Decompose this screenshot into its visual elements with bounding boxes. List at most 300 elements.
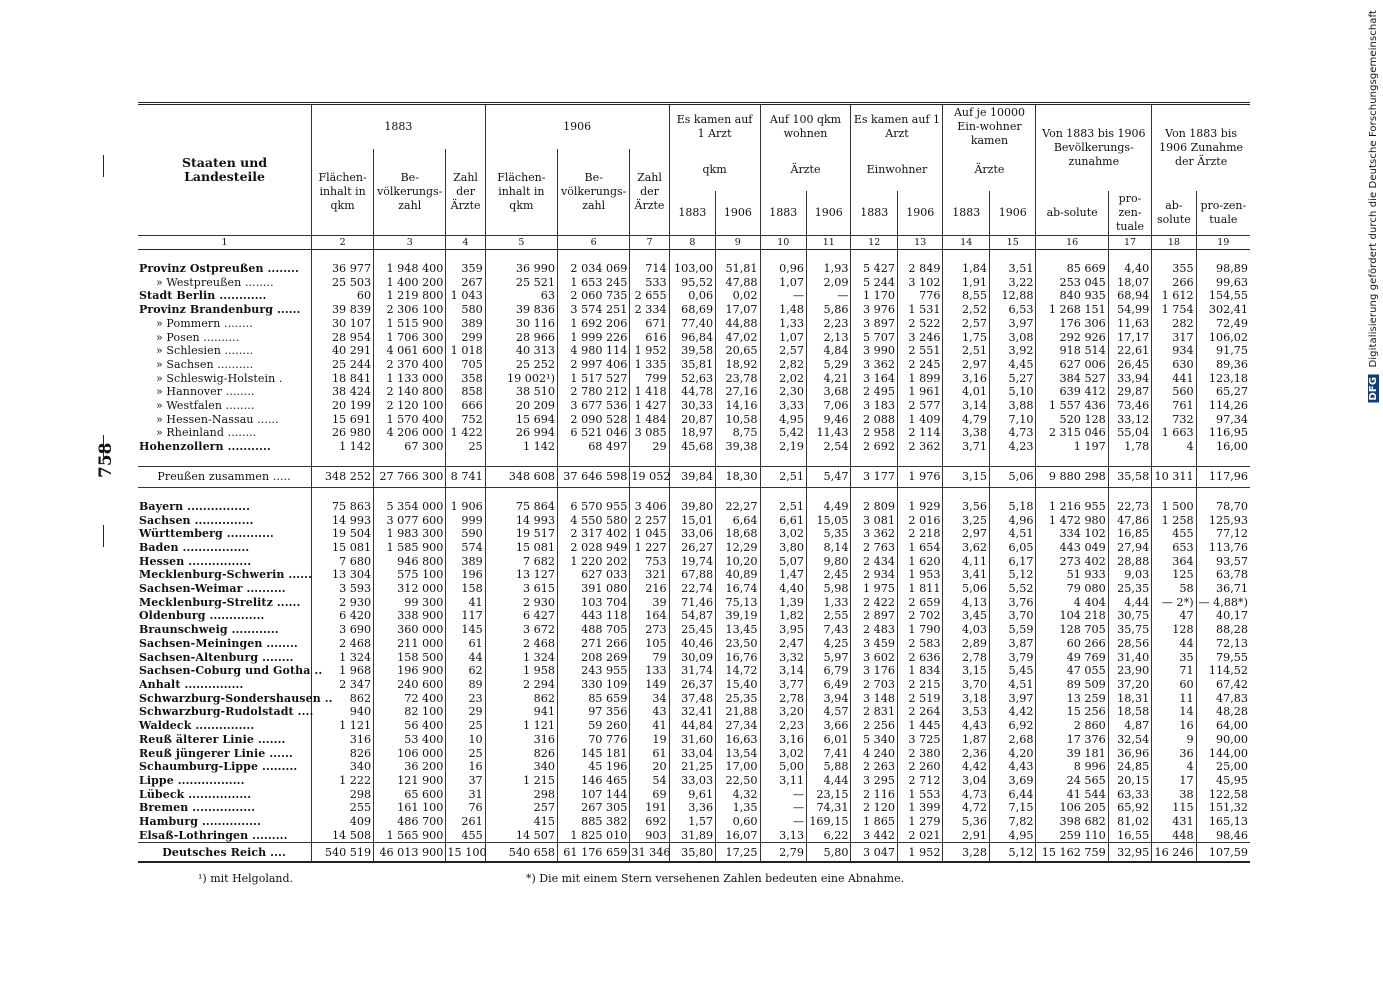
cell-value: 1 324	[485, 651, 557, 665]
cell-value: 20,15	[1108, 774, 1151, 788]
cell-value: 47,02	[716, 331, 760, 345]
cell-value: 273 402	[1036, 555, 1108, 569]
cell-value: 431	[1152, 815, 1196, 829]
table-row	[138, 358, 1250, 372]
cell-value: 1,82	[760, 609, 807, 623]
cell-value: 3 602	[851, 651, 898, 665]
col-aerzte-1883: Zahl der Ärzte	[446, 149, 485, 236]
cell-value: 8,75	[716, 426, 760, 440]
column-number: 2	[312, 236, 374, 250]
cell-value: 7 682	[485, 555, 557, 569]
cell-value: 15 100	[446, 843, 485, 863]
cell-value: 2 692	[851, 440, 898, 454]
cell-value: 165,13	[1196, 815, 1250, 829]
year-1883: 1883	[851, 191, 898, 236]
cell-value: 151,32	[1196, 801, 1250, 815]
column-number: 1	[138, 236, 312, 250]
cell-value: 22,73	[1108, 500, 1151, 514]
cell-value: 1 999 226	[558, 331, 630, 345]
cell-value: 2 306 100	[374, 303, 446, 317]
cell-value: 1 279	[897, 815, 942, 829]
cell-value: 38 424	[312, 385, 374, 399]
cell-value: 1 899	[897, 372, 942, 386]
cell-value: 191	[630, 801, 669, 815]
cell-value: 20,65	[716, 344, 760, 358]
cell-value: 941	[485, 705, 557, 719]
cell-value: 3 183	[851, 399, 898, 413]
cell-value: 19 002¹)	[485, 372, 557, 386]
cell-value: 4,73	[989, 426, 1036, 440]
cell-value: 2 551	[897, 344, 942, 358]
cell-value: 3,36	[669, 801, 716, 815]
cell-value: 826	[485, 747, 557, 761]
cell-value: 2 659	[897, 596, 942, 610]
cell-value: 106,02	[1196, 331, 1250, 345]
cell-value: 2,19	[760, 440, 807, 454]
cell-value: 208 269	[558, 651, 630, 665]
sub-aerzte-b: Ärzte	[943, 149, 1036, 191]
cell-value: 1 418	[630, 385, 669, 399]
cell-value: 282	[1152, 317, 1196, 331]
cell-value: 14,16	[716, 399, 760, 413]
row-label: Lippe .................	[139, 773, 245, 787]
cell-value: 2,09	[807, 276, 851, 290]
cell-value: 5,45	[989, 664, 1036, 678]
cell-value: 2 347	[312, 678, 374, 692]
cell-value: 3,38	[943, 426, 990, 440]
cell-value: 1 445	[897, 719, 942, 733]
cell-value: 858	[446, 385, 485, 399]
cell-value: 31,74	[669, 664, 716, 678]
cell-value: 79 080	[1036, 582, 1108, 596]
cell-value: 3,69	[989, 774, 1036, 788]
cell-value: 3,18	[943, 692, 990, 706]
cell-value: 2 655	[630, 289, 669, 303]
cell-value: 3,41	[943, 568, 990, 582]
cell-value: 398 682	[1036, 815, 1108, 829]
cell-value: 389	[446, 317, 485, 331]
cell-value: 3 406	[630, 500, 669, 514]
cell-value: 7,82	[989, 815, 1036, 829]
row-label: Hohenzollern ...........	[139, 440, 271, 454]
cell-value: 1,93	[807, 262, 851, 276]
cell-value: 692	[630, 815, 669, 829]
cell-value: 6,92	[989, 719, 1036, 733]
cell-value: 3,71	[943, 440, 990, 454]
cell-value: 1 219 800	[374, 289, 446, 303]
cell-value: 25,45	[669, 623, 716, 637]
cell-value: 35,75	[1108, 623, 1151, 637]
cell-value: 415	[485, 815, 557, 829]
cell-value: 16 246	[1152, 843, 1196, 863]
cell-value: 17 376	[1036, 733, 1108, 747]
cell-value: 13 259	[1036, 692, 1108, 706]
cell-value: 334 102	[1036, 527, 1108, 541]
cell-value: 1 472 980	[1036, 514, 1108, 528]
cell-value: 3,76	[989, 596, 1036, 610]
row-label: Anhalt ...............	[139, 677, 244, 691]
column-number: 17	[1108, 236, 1151, 250]
cell-value: 149	[630, 678, 669, 692]
cell-value: 299	[446, 331, 485, 345]
cell-value: 2 114	[897, 426, 942, 440]
cell-value: 97 356	[558, 705, 630, 719]
row-label: Oldenburg ..............	[139, 609, 265, 623]
cell-value: 18,97	[669, 426, 716, 440]
cell-value: 40,89	[716, 568, 760, 582]
cell-value: 1,78	[1108, 440, 1151, 454]
cell-value: 25	[446, 440, 485, 454]
cell-value: 16,74	[716, 582, 760, 596]
cell-value: 3 593	[312, 582, 374, 596]
cell-value: 68,94	[1108, 289, 1151, 303]
cell-value: 26,27	[669, 541, 716, 555]
cell-value: — 2*)	[1152, 596, 1196, 610]
cell-value: 1 663	[1152, 426, 1196, 440]
cell-value: 16,76	[716, 651, 760, 665]
cell-value: 37 646 598	[558, 466, 630, 487]
cell-value: 14,72	[716, 664, 760, 678]
cell-value: 355	[1152, 262, 1196, 276]
row-label: Sachsen-Altenburg ........	[139, 650, 294, 664]
group-1906: 1906	[485, 104, 669, 150]
cell-value: 67,42	[1196, 678, 1250, 692]
cell-value: 22,50	[716, 774, 760, 788]
cell-value: 145	[446, 623, 485, 637]
cell-value: 7,10	[989, 413, 1036, 427]
cell-value: 36	[1152, 747, 1196, 761]
table-row	[138, 637, 1250, 651]
cell-value: 2 215	[897, 678, 942, 692]
cell-value: 903	[630, 829, 669, 843]
cell-value: 3,68	[807, 385, 851, 399]
cell-value: 5,12	[989, 843, 1036, 863]
cell-value: 2 712	[897, 774, 942, 788]
cell-value: 255	[312, 801, 374, 815]
cell-value: 630	[1152, 358, 1196, 372]
cell-value: 3 362	[851, 527, 898, 541]
row-label: Sachsen-Coburg und Gotha ..	[139, 664, 323, 678]
cell-value: 2 317 402	[558, 527, 630, 541]
cell-value: 71,46	[669, 596, 716, 610]
cell-value: 9	[1152, 733, 1196, 747]
cell-value: 29	[446, 705, 485, 719]
table-row	[138, 692, 1250, 706]
cell-value: 5,27	[989, 372, 1036, 386]
cell-value: 2 260	[897, 760, 942, 774]
cell-value: 36,71	[1196, 582, 1250, 596]
cell-value: 62	[446, 664, 485, 678]
column-numbers	[138, 236, 1250, 250]
cell-value: 540 519	[312, 843, 374, 863]
cell-value: 169,15	[807, 815, 851, 829]
cell-value: 1 620	[897, 555, 942, 569]
cell-value: 3 176	[851, 664, 898, 678]
cell-value: 2,97	[943, 527, 990, 541]
row-label: Schwarzburg-Sondershausen ..	[139, 691, 333, 705]
table-row	[138, 651, 1250, 665]
cell-value: 3,88	[989, 399, 1036, 413]
cell-value: 44	[1152, 637, 1196, 651]
cell-value: 4,44	[807, 774, 851, 788]
cell-value: 106 000	[374, 747, 446, 761]
cell-value: 273	[630, 623, 669, 637]
row-label: Hamburg ...............	[139, 815, 261, 829]
cell-value: 1 929	[897, 500, 942, 514]
cell-value: 8,55	[943, 289, 990, 303]
cell-value: 590	[446, 527, 485, 541]
cell-value: 5,97	[807, 651, 851, 665]
table-row	[138, 289, 1250, 303]
cell-value: 121 900	[374, 774, 446, 788]
cell-value: 3,87	[989, 637, 1036, 651]
cell-value: 4,13	[943, 596, 990, 610]
row-label: Württemberg ............	[139, 527, 274, 541]
table-body	[138, 250, 1250, 863]
cell-value: 5 354 000	[374, 500, 446, 514]
group-aerzte-zunahme: Von 1883 bis 1906 Zunahme der Ärzte	[1152, 104, 1250, 191]
cell-value: 77,12	[1196, 527, 1250, 541]
cell-value: 4,42	[943, 760, 990, 774]
cell-value: 75,13	[716, 596, 760, 610]
cell-value: 1 215	[485, 774, 557, 788]
cell-value: 3 246	[897, 331, 942, 345]
cell-value: 1 515 900	[374, 317, 446, 331]
cell-value: 10	[446, 733, 485, 747]
cell-value: 732	[1152, 413, 1196, 427]
cell-value: 6,05	[989, 541, 1036, 555]
cell-value: 60 266	[1036, 637, 1108, 651]
cell-value: 391 080	[558, 582, 630, 596]
cell-value: 55,04	[1108, 426, 1151, 440]
cell-value: 211 000	[374, 637, 446, 651]
cell-value: 23,90	[1108, 664, 1151, 678]
cell-value: 3 442	[851, 829, 898, 843]
cell-value: 6,49	[807, 678, 851, 692]
row-label: Elsaß-Lothringen .........	[139, 828, 288, 842]
table-header	[138, 104, 1250, 250]
sub-aerzte-a: Ärzte	[760, 149, 851, 191]
cell-value: 999	[446, 514, 485, 528]
cell-value: 104 218	[1036, 609, 1108, 623]
cell-value: 113,76	[1196, 541, 1250, 555]
cell-value: 4,20	[989, 747, 1036, 761]
table-row	[138, 385, 1250, 399]
cell-value: 85 669	[1036, 262, 1108, 276]
cell-value: 5,12	[989, 568, 1036, 582]
cell-value: 77,40	[669, 317, 716, 331]
column-number: 13	[897, 236, 942, 250]
cell-value: 196	[446, 568, 485, 582]
column-number: 6	[558, 236, 630, 250]
cell-value: 3,20	[760, 705, 807, 719]
table-row	[138, 372, 1250, 386]
table-row	[138, 500, 1250, 514]
cell-value: 59 260	[558, 719, 630, 733]
cell-value: 15,05	[807, 514, 851, 528]
table-row	[138, 788, 1250, 802]
cell-value: 26,45	[1108, 358, 1151, 372]
cell-value: 3,70	[989, 609, 1036, 623]
cell-value: 3,32	[760, 651, 807, 665]
cell-value: 54,87	[669, 609, 716, 623]
cell-value: 30,75	[1108, 609, 1151, 623]
cell-value: 2 294	[485, 678, 557, 692]
cell-value: 103,00	[669, 262, 716, 276]
cell-value: 1 557 436	[1036, 399, 1108, 413]
cell-value: 4,95	[760, 413, 807, 427]
cell-value: 4,51	[989, 527, 1036, 541]
cell-value: 79	[630, 651, 669, 665]
cell-value: 37,20	[1108, 678, 1151, 692]
cell-value: 16	[1152, 719, 1196, 733]
cell-value: 13 127	[485, 568, 557, 582]
cell-value: 3 295	[851, 774, 898, 788]
cell-value: 2 997 406	[558, 358, 630, 372]
cell-value: 753	[630, 555, 669, 569]
cell-value: 67,88	[669, 568, 716, 582]
col-absolut: ab-solute	[1036, 191, 1108, 236]
cell-value: 4 061 600	[374, 344, 446, 358]
cell-value: 15 256	[1036, 705, 1108, 719]
cell-value: 21,88	[716, 705, 760, 719]
cell-value: 25	[446, 747, 485, 761]
cell-value: 9,61	[669, 788, 716, 802]
cell-value: 240 600	[374, 678, 446, 692]
cell-value: 1 121	[485, 719, 557, 733]
cell-value: 840 935	[1036, 289, 1108, 303]
stub-header: Staaten und Landesteile	[138, 104, 312, 236]
cell-value: 2 780 212	[558, 385, 630, 399]
cell-value: 340	[485, 760, 557, 774]
cell-value: 16,07	[716, 829, 760, 843]
table-row	[138, 623, 1250, 637]
cell-value: 28 954	[312, 331, 374, 345]
cell-value: 19,74	[669, 555, 716, 569]
sub-einwohner: Einwohner	[851, 149, 943, 191]
cell-value: —	[807, 289, 851, 303]
cell-value: 5,98	[807, 582, 851, 596]
cell-value: 25,35	[716, 692, 760, 706]
cell-value: 32,54	[1108, 733, 1151, 747]
cell-value: 1 222	[312, 774, 374, 788]
cell-value: 358	[446, 372, 485, 386]
cell-value: 384 527	[1036, 372, 1108, 386]
cell-value: 2,13	[807, 331, 851, 345]
cell-value: 1 484	[630, 413, 669, 427]
row-label: Sachsen ...............	[139, 513, 254, 527]
cell-value: 125,93	[1196, 514, 1250, 528]
cell-value: 16,55	[1108, 829, 1151, 843]
cell-value: 37	[446, 774, 485, 788]
cell-value: 2,30	[760, 385, 807, 399]
cell-value: 4,42	[989, 705, 1036, 719]
cell-value: 2,79	[760, 843, 807, 863]
cell-value: 28,56	[1108, 637, 1151, 651]
cell-value: 10,20	[716, 555, 760, 569]
cell-value: 266	[1152, 276, 1196, 290]
page-number: 758	[96, 442, 116, 478]
cell-value: 60	[312, 289, 374, 303]
cell-value: 2 362	[897, 440, 942, 454]
cell-value: 3 077 600	[374, 514, 446, 528]
cell-value: 1 531	[897, 303, 942, 317]
group-arzt-einw: Es kamen auf 1 Arzt	[851, 104, 943, 150]
cell-value: 8,14	[807, 541, 851, 555]
cell-value: —	[760, 815, 807, 829]
cell-value: 4 206 000	[374, 426, 446, 440]
cell-value: 81,02	[1108, 815, 1151, 829]
row-label: Preußen zusammen .....	[138, 466, 312, 487]
cell-value: 23,50	[716, 637, 760, 651]
cell-value: 1 952	[897, 843, 942, 863]
cell-value: 9,80	[807, 555, 851, 569]
cell-value: 196 900	[374, 664, 446, 678]
cell-value: 95,52	[669, 276, 716, 290]
cell-value: 15 691	[312, 413, 374, 427]
cell-value: 68,69	[669, 303, 716, 317]
cell-value: 4,87	[1108, 719, 1151, 733]
table-row	[138, 527, 1250, 541]
cell-value: 3,28	[943, 843, 990, 863]
row-label: Waldeck ...............	[139, 719, 255, 733]
cell-value: 22,27	[716, 500, 760, 514]
cell-value: 65,92	[1108, 801, 1151, 815]
table-row	[138, 774, 1250, 788]
cell-value: 18,58	[1108, 705, 1151, 719]
cell-value: —	[760, 289, 807, 303]
cell-value: 14 508	[312, 829, 374, 843]
cell-value: 36 990	[485, 262, 557, 276]
cell-value: 17,17	[1108, 331, 1151, 345]
cell-value: 2 930	[312, 596, 374, 610]
cell-value: 1 825 010	[558, 829, 630, 843]
cell-value: 360 000	[374, 623, 446, 637]
column-number: 12	[851, 236, 898, 250]
cell-value: 3 148	[851, 692, 898, 706]
group-bev-zunahme: Von 1883 bis 1906 Bevölkerungs-zunahme	[1036, 104, 1152, 191]
cell-value: 1,35	[716, 801, 760, 815]
cell-value: 90,00	[1196, 733, 1250, 747]
column-number: 10	[760, 236, 807, 250]
cell-value: 2,23	[807, 317, 851, 331]
cell-value: 627 033	[558, 568, 630, 582]
table-row	[138, 705, 1250, 719]
cell-value: 4,40	[1108, 262, 1151, 276]
column-number: 4	[446, 236, 485, 250]
cell-value: 9 880 298	[1036, 466, 1108, 487]
cell-value: 3,08	[989, 331, 1036, 345]
cell-value: 2 831	[851, 705, 898, 719]
row-label: Sachsen-Weimar ..........	[139, 582, 286, 596]
cell-value: 2,51	[760, 500, 807, 514]
row-label: Stadt Berlin ............	[139, 289, 267, 303]
cell-value: 5 244	[851, 276, 898, 290]
cell-value: 3,94	[807, 692, 851, 706]
cell-value: 1 976	[897, 466, 942, 487]
cell-value: 39 839	[312, 303, 374, 317]
cell-value: 128	[1152, 623, 1196, 637]
cell-value: 125	[1152, 568, 1196, 582]
cell-value: 35	[1152, 651, 1196, 665]
cell-value: 96,84	[669, 331, 716, 345]
cell-value: 7,06	[807, 399, 851, 413]
row-label: » Schlesien ........	[156, 344, 254, 358]
cell-value: 3,15	[943, 664, 990, 678]
cell-value: 14 993	[312, 514, 374, 528]
column-number: 16	[1036, 236, 1108, 250]
cell-value: 5,42	[760, 426, 807, 440]
